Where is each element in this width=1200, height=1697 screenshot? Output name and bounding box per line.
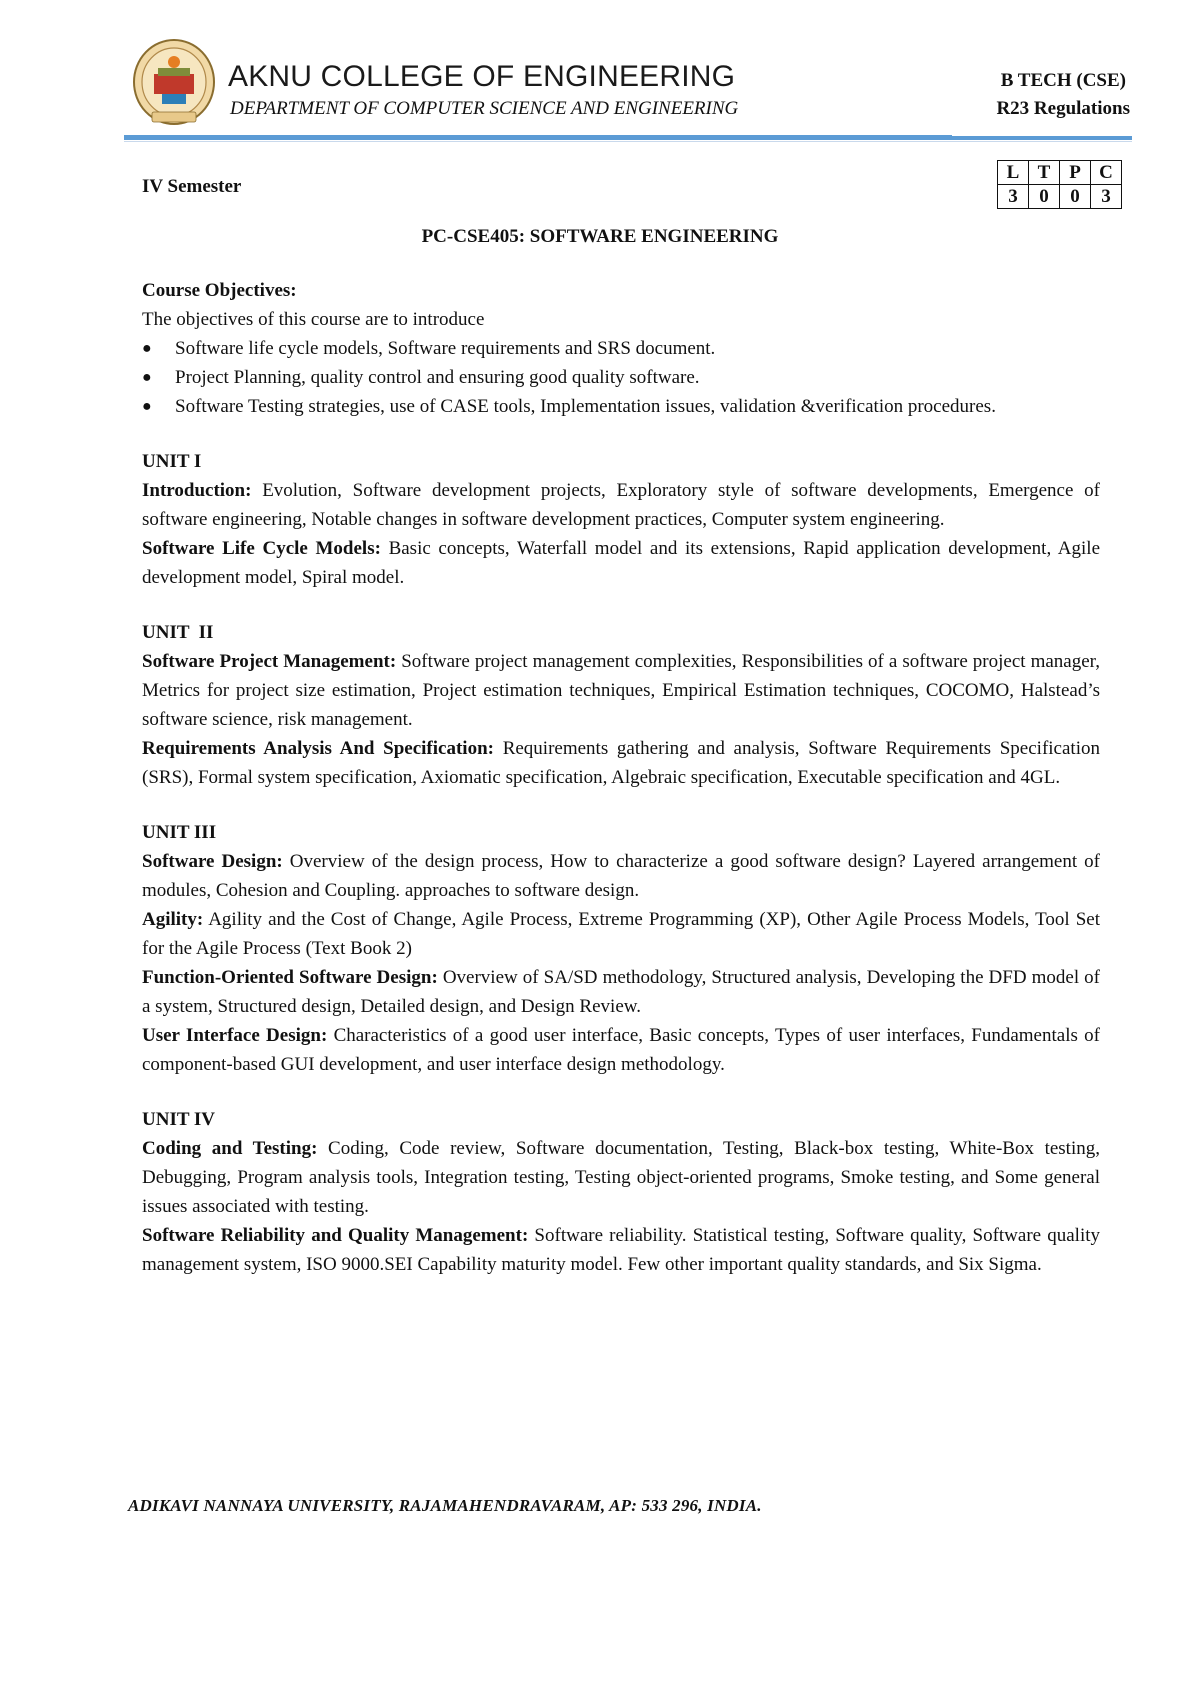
unit-title: UNIT I — [142, 451, 202, 472]
unit-paragraph — [142, 963, 1100, 1021]
topic-label: Software Reliability and Quality Management: — [142, 1225, 529, 1246]
topic-label: Introduction: — [142, 480, 252, 501]
ltpc-value-row — [998, 185, 1122, 209]
college-name: AKNU COLLEGE OF ENGINEERING — [228, 60, 736, 93]
ltpc-table — [997, 160, 1122, 209]
topic-label: Software Design: — [142, 851, 283, 872]
unit-paragraph — [142, 905, 1100, 963]
unit-title: UNIT III — [142, 822, 217, 843]
topic-text: Overview of SA/SD methodology, Structured analysis, Developing the DFD model of a system, Structured design, Detailed design, and Design Review. — [142, 967, 1100, 1017]
topic-label: User Interface Design: — [142, 1025, 328, 1046]
topic-text: Characteristics of a good user interface, Basic concepts, Types of user interfaces, Fundamentals of component-based GUI development, and user interface design methodology. — [142, 1025, 1100, 1075]
unit-title: UNIT IV — [142, 1109, 216, 1130]
regulation-label: R23 Regulations — [996, 98, 1130, 119]
unit-title: UNIT II — [142, 622, 214, 643]
semester-label: IV Semester — [142, 176, 242, 197]
topic-text: Basic concepts, Waterfall model and its extensions, Rapid application development, Agile development model, Spiral model. — [142, 538, 1100, 588]
objective-text: Software Testing strategies, use of CASE tools, Implementation issues, validation &verification procedures. — [175, 396, 996, 417]
footer-address: ADIKAVI NANNAYA UNIVERSITY, RAJAMAHENDRAVARAM, AP: 533 296, INDIA. — [128, 1496, 762, 1515]
ltpc-header-cell: P — [1060, 161, 1091, 185]
unit-paragraph — [142, 847, 1100, 905]
spacer — [142, 1079, 1100, 1105]
spacer — [142, 421, 1100, 447]
course-title: PC-CSE405: SOFTWARE ENGINEERING — [421, 226, 779, 247]
university-seal-icon — [132, 38, 216, 132]
topic-label: Coding and Testing: — [142, 1138, 318, 1159]
program-name: B TECH (CSE) — [1000, 70, 1126, 91]
ltpc-value-cell: 3 — [1091, 185, 1122, 209]
ltpc-value-cell: 0 — [1029, 185, 1060, 209]
unit-paragraph — [142, 476, 1100, 534]
header-divider — [124, 135, 952, 140]
unit-paragraph — [142, 647, 1100, 734]
syllabus-body — [142, 276, 1100, 1279]
topic-label: Software Project Management: — [142, 651, 397, 672]
bullet-dot-icon: ● — [142, 369, 152, 386]
topic-label: Software Life Cycle Models: — [142, 538, 381, 559]
topic-text: Software reliability. Statistical testing, Software quality, Software quality management system, ISO 9000.SEI Capability maturity model. Few other important quality standards, and Six Sigma. — [142, 1225, 1101, 1275]
spacer — [142, 792, 1100, 818]
list-item — [142, 363, 1100, 392]
objectives-intro: The objectives of this course are to introduce — [142, 309, 485, 330]
topic-text: Overview of the design process, How to characterize a good software design? Layered arrangement of modules, Cohesion and Coupling. approaches to software design. — [142, 851, 1100, 901]
unit-paragraph — [142, 1221, 1100, 1279]
unit-paragraph — [142, 534, 1100, 592]
header-divider-end — [952, 136, 1132, 140]
objective-text: Software life cycle models, Software requirements and SRS document. — [175, 338, 716, 359]
ltpc-value-cell: 3 — [998, 185, 1029, 209]
list-item — [142, 334, 1100, 363]
topic-label: Function-Oriented Software Design: — [142, 967, 438, 988]
topic-text: Requirements gathering and analysis, Software Requirements Specification (SRS), Formal system specification, Axiomatic specification, Algebraic specification, Executable specification and 4GL. — [142, 738, 1100, 788]
bullet-dot-icon: ● — [142, 340, 152, 357]
topic-text: Coding, Code review, Software documentation, Testing, Black-box testing, White-Box testing, Debugging, Program analysis tools, Integration testing, Testing object-oriented programs, Smoke testing, and Some general issues associated with testing. — [142, 1138, 1100, 1217]
unit-paragraph — [142, 1021, 1100, 1079]
objectives-list — [142, 334, 1100, 421]
topic-label: Requirements Analysis And Specification: — [142, 738, 494, 759]
topic-label: Agility: — [142, 909, 204, 930]
topic-text: Evolution, Software development projects, Exploratory style of software developments, Emergence of software engineering, Notable changes in software development practices, Computer system engineering. — [142, 480, 1100, 530]
objective-text: Project Planning, quality control and ensuring good quality software. — [175, 367, 700, 388]
ltpc-header-cell: C — [1091, 161, 1122, 185]
bullet-dot-icon: ● — [142, 398, 152, 415]
topic-text: Software project management complexities, Responsibilities of a software project manager, Metrics for project size estimation, Project estimation techniques, Empirical Estimation techniques, COCOMO, Halstead’s software science, risk management. — [142, 651, 1100, 730]
ltpc-header-cell: T — [1029, 161, 1060, 185]
ltpc-header-cell: L — [998, 161, 1029, 185]
unit-paragraph — [142, 734, 1100, 792]
objectives-heading: Course Objectives: — [142, 280, 297, 301]
department-name: DEPARTMENT OF COMPUTER SCIENCE AND ENGINEERING — [230, 98, 739, 119]
list-item — [142, 392, 1100, 421]
ltpc-value-cell: 0 — [1060, 185, 1091, 209]
unit-paragraph — [142, 1134, 1100, 1221]
spacer — [142, 592, 1100, 618]
ltpc-header-row — [998, 161, 1122, 185]
topic-text: Agility and the Cost of Change, Agile Process, Extreme Programming (XP), Other Agile Process Models, Tool Set for the Agile Process (Text Book 2) — [142, 909, 1100, 959]
header-divider-shadow — [124, 141, 1132, 142]
